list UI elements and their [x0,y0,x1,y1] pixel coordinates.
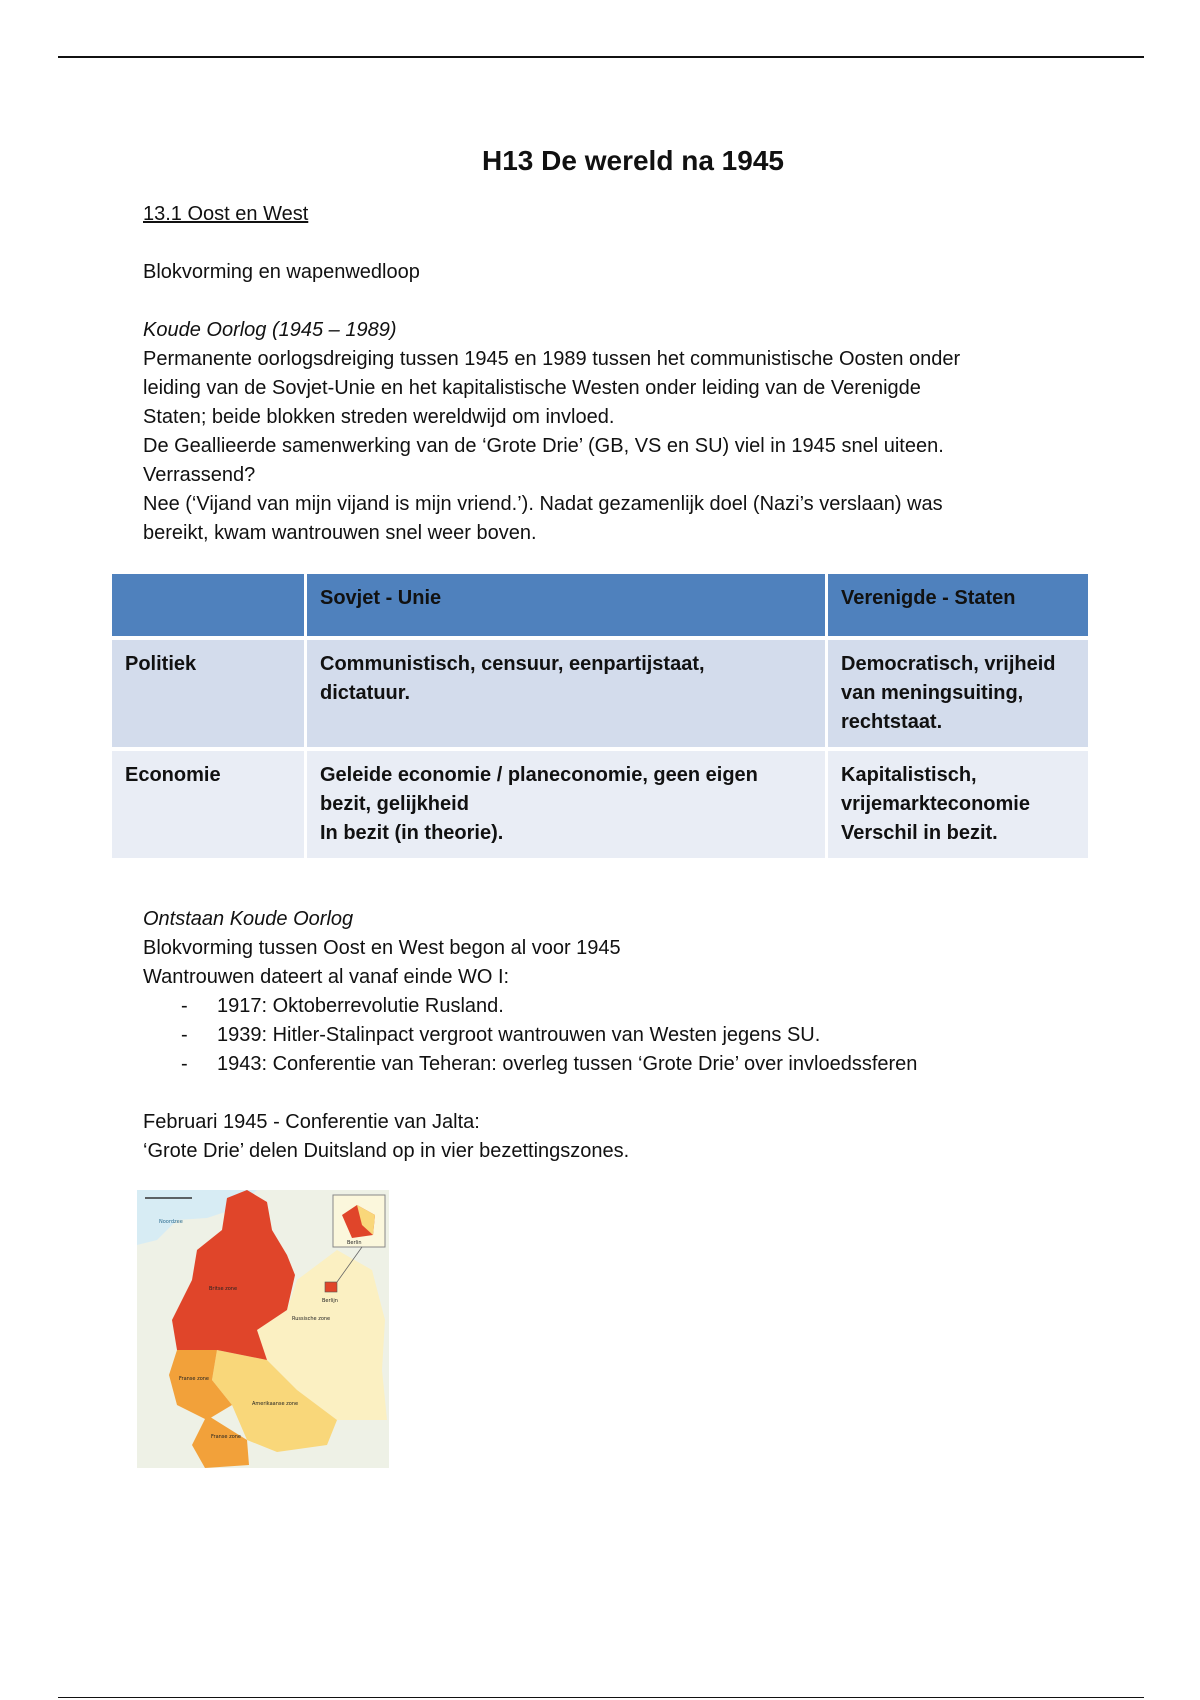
koude-oorlog-line: Staten; beide blokken streden wereldwijd om invloed. [143,406,615,428]
ontstaan-list [143,992,1083,1079]
table-header-row [112,574,1088,636]
germany-occupation-zones-map [137,1190,389,1468]
cell-line: Geleide economie / planeconomie, geen eigen [320,764,758,786]
page-title: H13 De wereld na 1945 [482,145,784,176]
cell-line: Verschil in bezit. [841,822,998,844]
row-label-economie: Economie [112,751,304,858]
footer-rule [58,1697,1144,1698]
section-heading: 13.1 Oost en West [143,203,309,225]
cell-line: bezit, gelijkheid [320,793,469,815]
row-label-politiek: Politiek [112,640,304,747]
koude-oorlog-term: Koude Oorlog (1945 – 1989) [143,319,397,341]
comparison-table [109,570,1091,862]
koude-oorlog-line: Nee (‘Vijand van mijn vijand is mijn vriend.’). Nadat gezamenlijk doel (Nazi’s verslaan) was [143,493,943,515]
cell-line: Democratisch, vrijheid [841,653,1056,675]
koude-oorlog-line: leiding van de Sovjet-Unie en het kapitalistische Westen onder leiding van de Verenigde [143,377,921,399]
cell-line: In bezit (in theorie). [320,822,504,844]
label-franse-zone-2: Franse zone [211,1434,241,1440]
cell-line: van meningsuiting, [841,682,1024,704]
cell-line: vrijemarkteconomie [841,793,1030,815]
table-header-su: Sovjet - Unie [307,574,825,636]
ontstaan-line: Blokvorming tussen Oost en West begon al voor 1945 [143,937,621,959]
intro-section [143,145,1063,548]
cell-line: dictatuur. [320,682,411,704]
label-britse-zone: Britse zone [209,1286,238,1292]
subheading: Blokvorming en wapenwedloop [143,261,420,283]
berlin-marker-icon [325,1282,337,1292]
label-russische-zone: Russische zone [292,1316,331,1322]
label-berlin-inset: Berlin [347,1240,362,1246]
ontstaan-section [143,905,1083,1166]
cell-su-economie [307,751,825,858]
label-franse-zone-1: Franse zone [179,1376,209,1382]
list-item: - 1943: Conferentie van Teheran: overleg tussen ‘Grote Drie’ over invloedssferen [181,1050,1083,1079]
koude-oorlog-line: Permanente oorlogsdreiging tussen 1945 en 1989 tussen het communistische Oosten onder [143,348,961,370]
koude-oorlog-line: bereikt, kwam wantrouwen snel weer boven. [143,522,537,544]
cell-line: rechtstaat. [841,711,943,733]
label-noordzee: Noordzee [159,1219,183,1225]
table-header-empty [112,574,304,636]
ontstaan-term: Ontstaan Koude Oorlog [143,908,354,930]
list-item: - 1939: Hitler-Stalinpact vergroot wantrouwen van Westen jegens SU. [181,1021,1083,1050]
jalta-line: ‘Grote Drie’ delen Duitsland op in vier bezettingszones. [143,1140,630,1162]
koude-oorlog-line: De Geallieerde samenwerking van de ‘Grote Drie’ (GB, VS en SU) viel in 1945 snel uiteen. [143,435,944,457]
ontstaan-line: Wantrouwen dateert al vanaf einde WO I: [143,966,510,988]
table-row [112,751,1088,858]
koude-oorlog-line: Verrassend? [143,464,256,486]
cell-su-politiek [307,640,825,747]
header-rule [58,56,1144,58]
table-header-vs: Verenigde - Staten [828,574,1088,636]
jalta-line: Februari 1945 - Conferentie van Jalta: [143,1111,480,1133]
list-item: - 1917: Oktoberrevolutie Rusland. [181,992,1083,1021]
cell-line: Communistisch, censuur, eenpartijstaat, [320,653,705,675]
cell-vs-economie [828,751,1088,858]
cell-vs-politiek [828,640,1088,747]
table-row [112,640,1088,747]
cell-line: Kapitalistisch, [841,764,977,786]
label-berlijn: Berlijn [322,1298,338,1304]
label-amerikaanse-zone: Amerikaanse zone [252,1401,299,1407]
